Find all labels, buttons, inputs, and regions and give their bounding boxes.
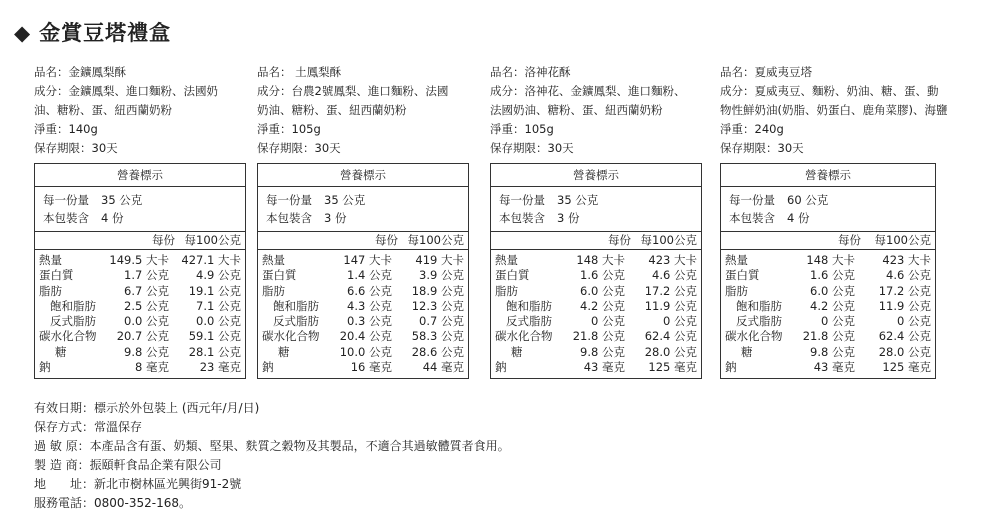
nutrient-per-100g: 4.6 公克	[652, 268, 697, 283]
nutrient-per-100g: 12.3 公克	[411, 298, 464, 313]
nutrient-name: 反式脂肪	[736, 314, 782, 329]
nutrient-name: 飽和脂肪	[506, 298, 552, 313]
nutrient-name: 熱量	[495, 253, 518, 267]
nutrient-name: 反式脂肪	[273, 314, 319, 329]
nutrition-row	[721, 345, 935, 360]
nutrient-per-100g: 0 公克	[897, 314, 931, 329]
nutrition-header	[721, 231, 935, 250]
serving-row	[729, 209, 935, 227]
nutrient-name: 飽和脂肪	[736, 298, 782, 313]
nutrition-title: 營養標示	[258, 164, 468, 187]
serving-value: 4 份	[101, 211, 124, 225]
nutrition-header	[35, 231, 245, 250]
nutrient-per-serving: 21.8 公克	[802, 329, 855, 344]
footer-phone: 服務電話：0800-352-168。	[34, 496, 192, 510]
nutrient-name: 熱量	[262, 253, 285, 267]
nutrient-per-100g: 44 毫克	[422, 360, 464, 375]
nutrient-name: 鈉	[262, 360, 274, 375]
nutrient-per-serving: 9.8 公克	[580, 344, 625, 359]
product-info-line: 保存期限：30天	[720, 141, 804, 155]
nutrient-name: 碳水化合物	[725, 329, 783, 344]
serving-row	[43, 209, 245, 227]
serving-value: 60 公克	[787, 193, 829, 207]
nutrition-table	[490, 163, 702, 379]
footer-expiry: 有效日期：標示於外包裝上 (西元年/月/日)	[34, 401, 260, 415]
nutrient-name: 鈉	[725, 360, 737, 375]
footer-allergen: 過 敏 原：本產品含有蛋、奶類、堅果、麩質之穀物及其製品，不適合其過敏體質者食用。	[34, 439, 510, 453]
nutrient-per-100g: 58.3 公克	[411, 329, 464, 344]
nutrition-row	[35, 314, 245, 329]
nutrition-row	[721, 314, 935, 329]
nutrition-row	[35, 329, 245, 344]
serving-value: 35 公克	[324, 193, 366, 207]
nutrient-per-serving: 9.8 公克	[810, 344, 855, 359]
product-info-line: 成分：金鑛鳳梨、進口麵粉、法國奶	[34, 84, 218, 98]
serving-value: 3 份	[324, 211, 347, 225]
nutrient-name: 脂肪	[262, 283, 285, 298]
product-column	[34, 63, 246, 379]
nutrient-per-serving: 43 毫克	[813, 360, 855, 375]
nutrient-name: 蛋白質	[39, 268, 74, 283]
nutrient-per-100g: 28.0 公克	[878, 344, 931, 359]
footer-manufacturer: 製 造 商：振頤軒食品企業有限公司	[34, 458, 222, 472]
nutrient-per-100g: 419 大卡	[415, 253, 464, 267]
nutrient-name: 碳水化合物	[39, 329, 97, 344]
nutrient-per-100g: 0.0 公克	[196, 314, 241, 329]
product-info	[34, 63, 246, 158]
nutrition-row	[258, 329, 468, 344]
product-info	[490, 63, 702, 158]
serving-label: 每一份量	[266, 193, 312, 207]
nutrient-per-100g: 11.9 公克	[644, 298, 697, 313]
nutrient-name: 反式脂肪	[50, 314, 96, 329]
nutrition-row	[491, 268, 701, 283]
nutrient-per-serving: 6.0 公克	[810, 283, 855, 298]
nutrient-name: 蛋白質	[725, 268, 760, 283]
nutrient-name: 蛋白質	[495, 268, 530, 283]
nutrient-per-100g: 4.9 公克	[196, 268, 241, 283]
serving-row	[266, 209, 468, 227]
product-info-line: 成分：台農2號鳳梨、進口麵粉、法國	[257, 84, 449, 98]
nutrition-title: 營養標示	[721, 164, 935, 187]
nutrient-per-100g: 62.4 公克	[878, 329, 931, 344]
nutrient-per-100g: 4.6 公克	[886, 268, 931, 283]
nutrition-rows	[491, 250, 701, 378]
serving-label: 本包裝含	[266, 211, 312, 225]
nutrient-name: 碳水化合物	[495, 329, 553, 344]
nutrient-per-serving: 148 大卡	[806, 253, 855, 267]
nutrition-row	[491, 329, 701, 344]
nutrient-per-100g: 23 毫克	[199, 360, 241, 375]
nutrition-row	[258, 360, 468, 375]
nutrition-title: 營養標示	[491, 164, 701, 187]
product-column	[720, 63, 948, 379]
nutrient-name: 熱量	[725, 253, 748, 267]
nutrient-per-100g: 19.1 公克	[188, 283, 241, 298]
nutrition-rows	[721, 250, 935, 378]
product-info-line: 品名： 土鳳梨酥	[257, 65, 342, 79]
nutrient-per-100g: 423 大卡	[648, 253, 697, 267]
serving-label: 本包裝含	[499, 211, 545, 225]
header-per-100g: 每100公克	[184, 233, 241, 247]
product-info-line: 油、糖粉、蛋、紐西蘭奶粉	[34, 103, 172, 117]
header-per-serving: 每份	[838, 233, 861, 247]
nutrient-name: 熱量	[39, 253, 62, 267]
product-info-line: 淨重：240g	[720, 122, 784, 136]
serving-row	[266, 191, 468, 209]
nutrient-per-serving: 4.2 公克	[580, 298, 625, 313]
product-info-line: 品名：夏威夷豆塔	[720, 65, 812, 79]
nutrition-row	[258, 268, 468, 283]
nutrition-row	[258, 314, 468, 329]
nutrient-name: 鈉	[39, 360, 51, 375]
header-per-100g: 每100公克	[407, 233, 464, 247]
nutrition-row	[491, 284, 701, 299]
header-per-100g: 每100公克	[640, 233, 697, 247]
nutrition-row	[258, 299, 468, 314]
nutrition-row	[258, 284, 468, 299]
nutrition-row	[491, 314, 701, 329]
nutrition-header	[258, 231, 468, 250]
nutrition-row	[721, 360, 935, 375]
nutrition-row	[35, 284, 245, 299]
nutrient-name: 飽和脂肪	[50, 298, 96, 313]
nutrition-title: 營養標示	[35, 164, 245, 187]
product-info-line: 保存期限：30天	[34, 141, 118, 155]
page-title	[14, 17, 171, 47]
nutrient-per-100g: 62.4 公克	[644, 329, 697, 344]
serving-value: 4 份	[787, 211, 810, 225]
product-column	[257, 63, 469, 379]
serving-info	[258, 187, 468, 231]
title-text: 金賞豆塔禮盒	[39, 21, 172, 45]
nutrient-name: 脂肪	[39, 283, 62, 298]
nutrient-per-100g: 125 毫克	[882, 360, 931, 375]
header-per-serving: 每份	[375, 233, 398, 247]
nutrition-rows	[35, 250, 245, 378]
serving-label: 每一份量	[729, 193, 775, 207]
product-info-line: 保存期限：30天	[490, 141, 574, 155]
nutrition-row	[35, 299, 245, 314]
nutrition-table	[34, 163, 246, 379]
nutrient-per-serving: 6.6 公克	[347, 283, 392, 298]
product-info-line: 奶油、糖粉、蛋、紐西蘭奶粉	[257, 103, 407, 117]
nutrition-row	[491, 345, 701, 360]
nutrition-row	[491, 299, 701, 314]
nutrient-name: 蛋白質	[262, 268, 297, 283]
nutrient-name: 反式脂肪	[506, 314, 552, 329]
footer-storage: 保存方式：常溫保存	[34, 420, 143, 434]
diamond-icon: ◆	[14, 21, 32, 45]
nutrient-per-100g: 18.9 公克	[411, 283, 464, 298]
nutrition-row	[721, 329, 935, 344]
header-per-serving: 每份	[152, 233, 175, 247]
serving-label: 每一份量	[43, 193, 89, 207]
nutrition-row	[35, 268, 245, 283]
nutrient-per-100g: 28.1 公克	[188, 344, 241, 359]
nutrient-per-serving: 20.4 公克	[339, 329, 392, 344]
serving-info	[491, 187, 701, 231]
nutrient-per-serving: 4.3 公克	[347, 298, 392, 313]
nutrient-per-100g: 28.6 公克	[411, 344, 464, 359]
product-footer	[34, 399, 510, 513]
nutrient-per-serving: 20.7 公克	[116, 329, 169, 344]
header-per-serving: 每份	[608, 233, 631, 247]
serving-label: 本包裝含	[43, 211, 89, 225]
nutrient-per-serving: 2.5 公克	[124, 298, 169, 313]
footer-address: 地 址：新北市樹林區光興街91-2號	[34, 477, 242, 491]
nutrient-name: 糖	[278, 344, 290, 359]
serving-value: 35 公克	[101, 193, 143, 207]
nutrient-per-serving: 1.4 公克	[347, 268, 392, 283]
product-column	[490, 63, 702, 379]
nutrient-name: 鈉	[495, 360, 507, 375]
nutrition-rows	[258, 250, 468, 378]
product-info-line: 保存期限：30天	[257, 141, 341, 155]
nutrient-per-serving: 149.5 大卡	[109, 253, 169, 267]
nutrient-per-serving: 1.6 公克	[580, 268, 625, 283]
nutrient-per-100g: 3.9 公克	[419, 268, 464, 283]
serving-label: 本包裝含	[729, 211, 775, 225]
nutrient-per-serving: 0.3 公克	[347, 314, 392, 329]
nutrient-per-serving: 6.7 公克	[124, 283, 169, 298]
serving-label: 每一份量	[499, 193, 545, 207]
nutrition-row	[721, 268, 935, 283]
product-info-line: 成分：夏威夷豆、麵粉、奶油、糖、蛋、動	[720, 84, 939, 98]
product-info	[257, 63, 469, 158]
header-per-100g: 每100公克	[874, 233, 931, 247]
nutrient-per-serving: 43 毫克	[583, 360, 625, 375]
serving-row	[43, 191, 245, 209]
nutrient-per-100g: 11.9 公克	[878, 298, 931, 313]
serving-value: 3 份	[557, 211, 580, 225]
serving-row	[499, 191, 701, 209]
serving-row	[729, 191, 935, 209]
product-info-line: 物性鮮奶油(奶脂、奶蛋白、鹿角菜膠)、海鹽	[720, 103, 948, 117]
nutrient-per-serving: 6.0 公克	[580, 283, 625, 298]
nutrient-per-serving: 0 公克	[821, 314, 855, 329]
nutrient-name: 飽和脂肪	[273, 298, 319, 313]
nutrition-table	[257, 163, 469, 379]
product-info-line: 淨重：140g	[34, 122, 98, 136]
nutrient-name: 糖	[741, 344, 753, 359]
product-info-line: 品名：洛神花酥	[490, 65, 571, 79]
product-info-line: 淨重：105g	[490, 122, 554, 136]
nutrient-per-100g: 7.1 公克	[196, 298, 241, 313]
nutrition-row	[721, 253, 935, 268]
nutrient-per-serving: 1.7 公克	[124, 268, 169, 283]
product-info	[720, 63, 948, 158]
nutrition-table	[720, 163, 936, 379]
nutrient-per-serving: 8 毫克	[135, 360, 169, 375]
nutrient-per-serving: 147 大卡	[343, 253, 392, 267]
nutrient-per-100g: 423 大卡	[882, 253, 931, 267]
nutrition-row	[721, 299, 935, 314]
serving-info	[35, 187, 245, 231]
nutrition-row	[491, 360, 701, 375]
nutrient-per-100g: 59.1 公克	[188, 329, 241, 344]
serving-value: 35 公克	[557, 193, 599, 207]
nutrient-name: 碳水化合物	[262, 329, 320, 344]
product-info-line: 成分：洛神花、金鑛鳳梨、進口麵粉、	[490, 84, 686, 98]
nutrient-per-100g: 0 公克	[663, 314, 697, 329]
serving-info	[721, 187, 935, 231]
nutrition-row	[491, 253, 701, 268]
nutrient-per-100g: 427.1 大卡	[181, 253, 241, 267]
nutrition-row	[35, 360, 245, 375]
nutrient-per-serving: 9.8 公克	[124, 344, 169, 359]
product-info-line: 淨重：105g	[257, 122, 321, 136]
nutrient-name: 糖	[55, 344, 67, 359]
nutrient-per-serving: 0 公克	[591, 314, 625, 329]
nutrition-row	[35, 253, 245, 268]
nutrition-row	[258, 253, 468, 268]
nutrient-per-serving: 10.0 公克	[339, 344, 392, 359]
nutrient-per-100g: 17.2 公克	[878, 283, 931, 298]
product-info-line: 品名：金鑛鳳梨酥	[34, 65, 126, 79]
nutrition-row	[258, 345, 468, 360]
nutrition-header	[491, 231, 701, 250]
nutrient-name: 脂肪	[725, 283, 748, 298]
nutrient-name: 脂肪	[495, 283, 518, 298]
nutrition-row	[721, 284, 935, 299]
nutrient-per-serving: 1.6 公克	[810, 268, 855, 283]
nutrient-name: 糖	[511, 344, 523, 359]
nutrient-per-serving: 16 毫克	[350, 360, 392, 375]
serving-row	[499, 209, 701, 227]
nutrient-per-serving: 21.8 公克	[572, 329, 625, 344]
nutrient-per-100g: 17.2 公克	[644, 283, 697, 298]
nutrient-per-serving: 4.2 公克	[810, 298, 855, 313]
nutrient-per-100g: 28.0 公克	[644, 344, 697, 359]
product-info-line: 法國奶油、糖粉、蛋、紐西蘭奶粉	[490, 103, 663, 117]
nutrient-per-100g: 0.7 公克	[419, 314, 464, 329]
nutrient-per-100g: 125 毫克	[648, 360, 697, 375]
nutrition-row	[35, 345, 245, 360]
nutrient-per-serving: 148 大卡	[576, 253, 625, 267]
nutrient-per-serving: 0.0 公克	[124, 314, 169, 329]
